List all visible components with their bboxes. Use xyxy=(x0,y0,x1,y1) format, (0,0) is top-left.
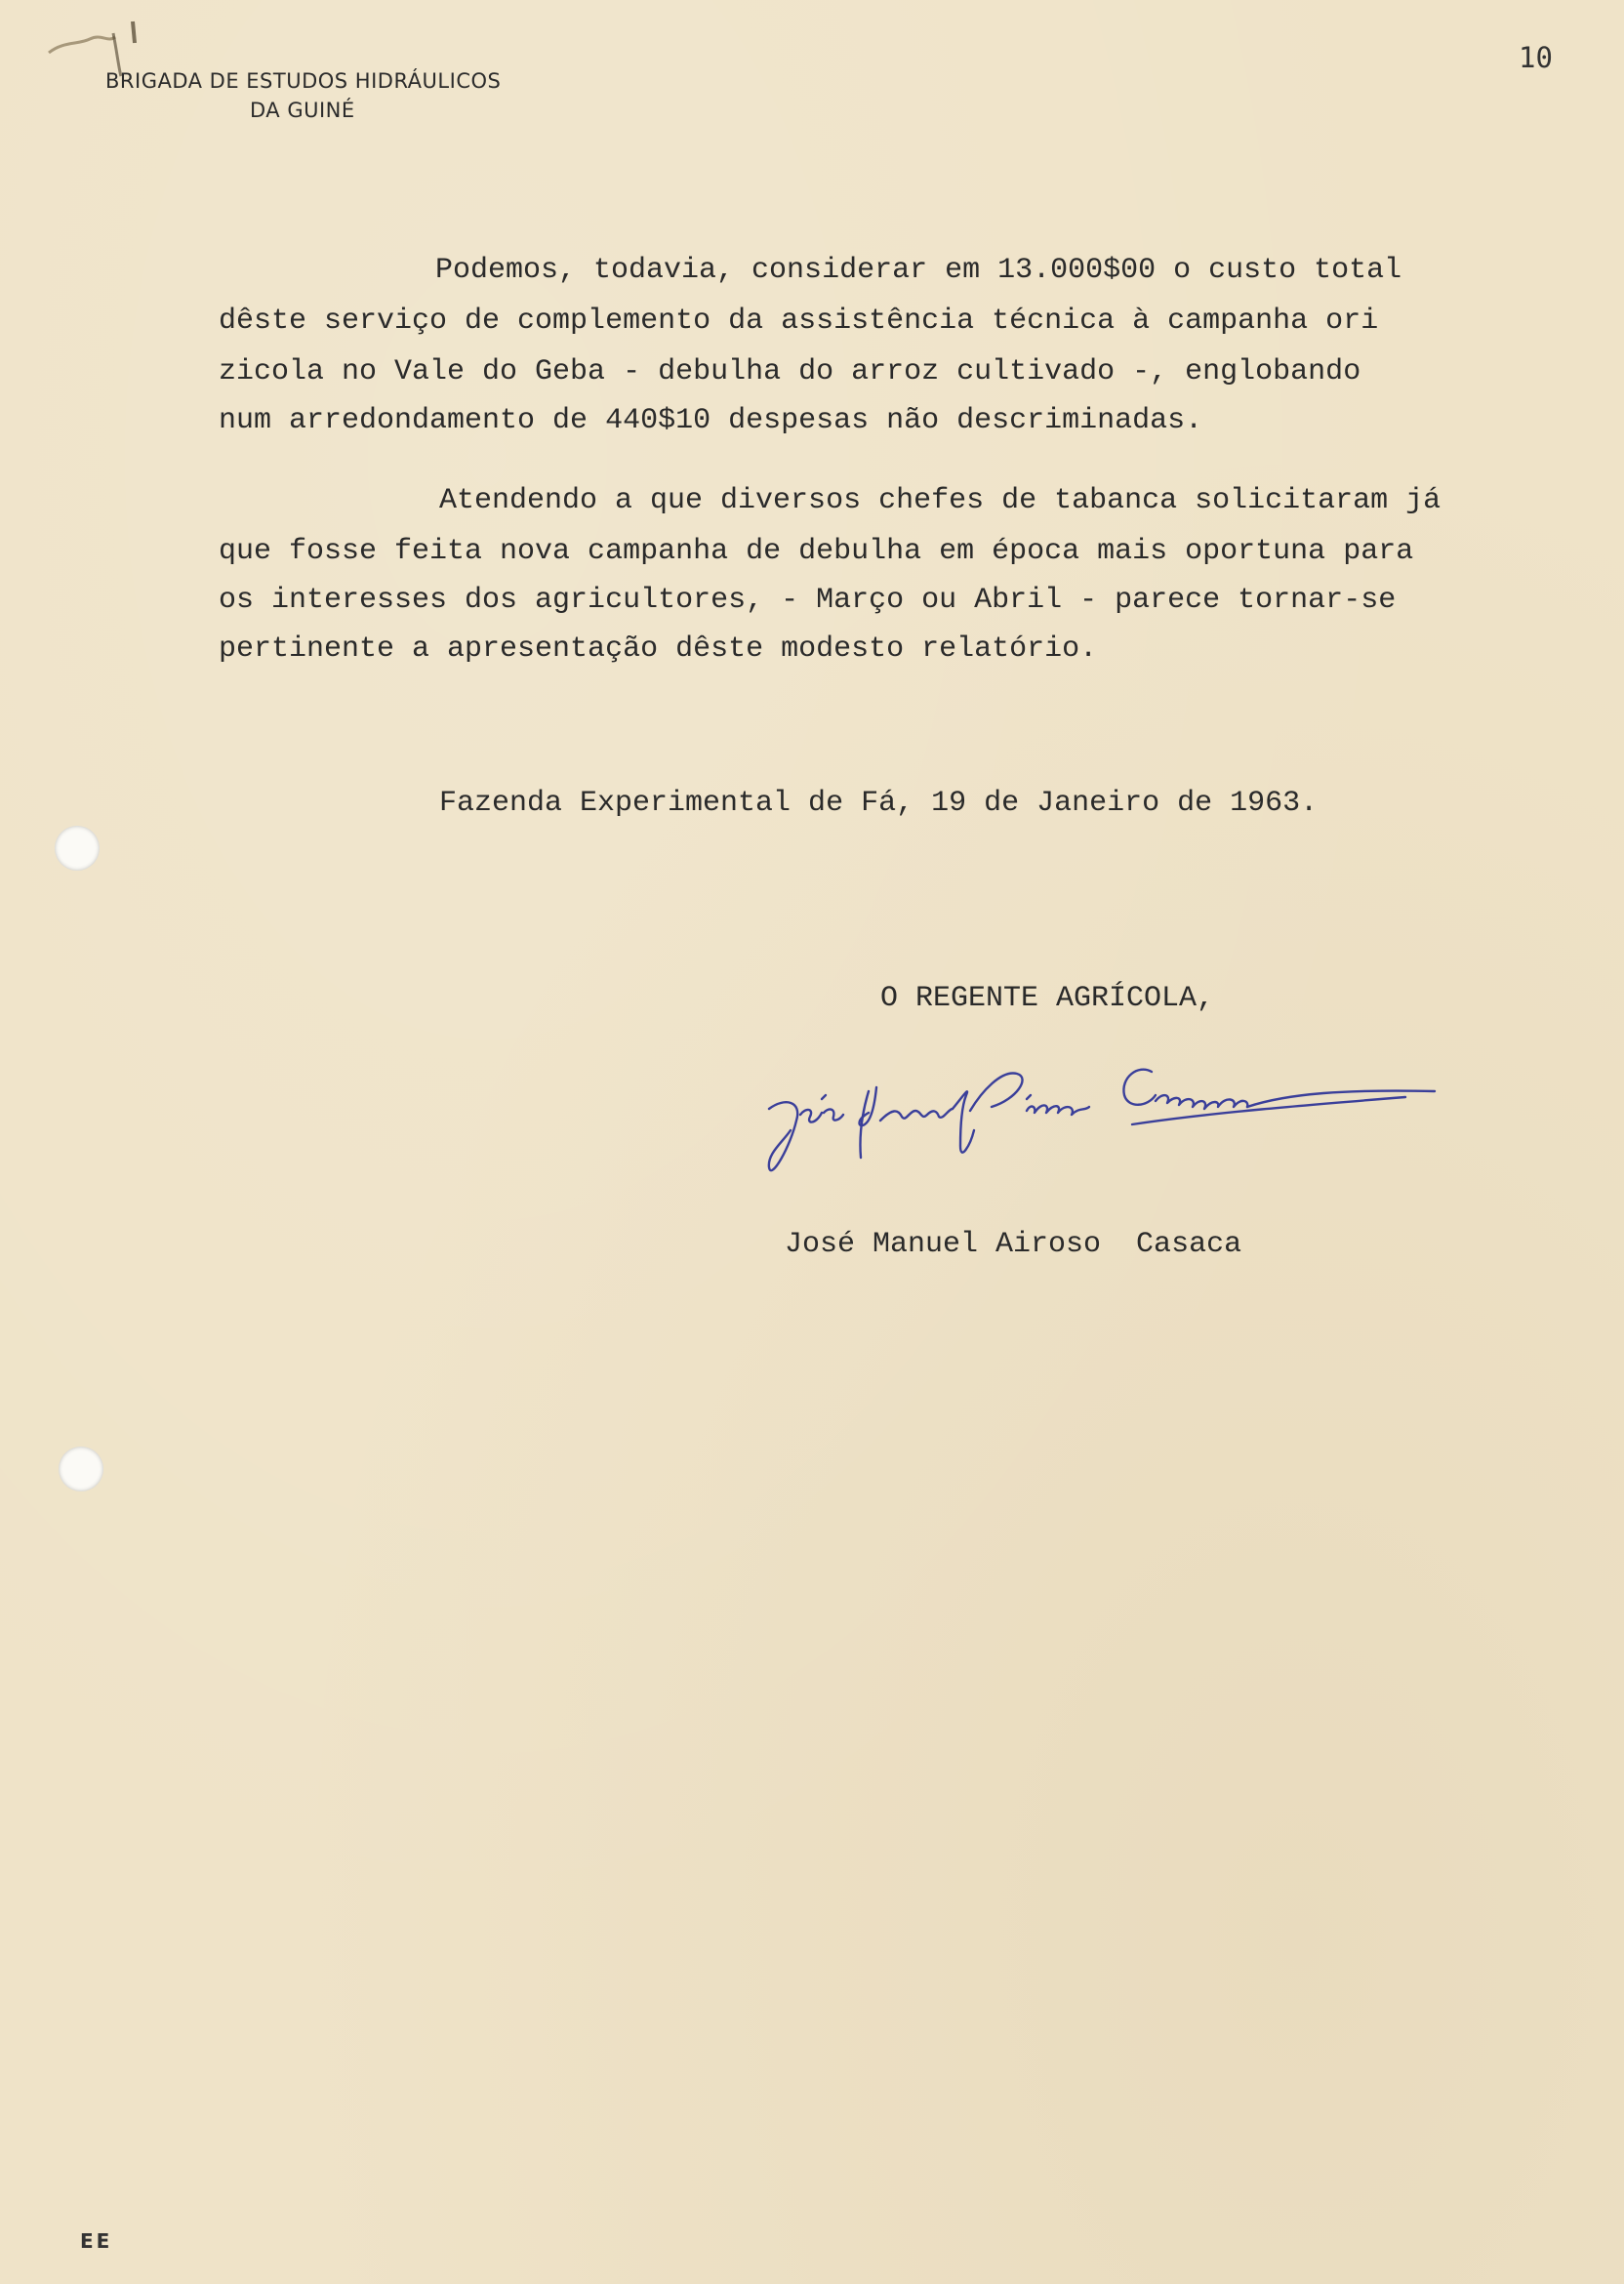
page-number: 10 xyxy=(1519,41,1553,74)
paragraph-2 xyxy=(219,486,1585,685)
paragraph-2-line-4: pertinente a apresentação dêste modesto relatório. xyxy=(219,632,1098,666)
letterhead-line-2: DA GUINÉ xyxy=(250,99,355,122)
signatory-name: José Manuel Airoso Casaca xyxy=(785,1228,1242,1261)
paragraph-1-line-3: zicola no Vale do Geba - debulha do arroz cultivado -, englobando xyxy=(219,355,1361,388)
paragraph-1-line-1: Podemos, todavia, considerar em 13.000$00 o custo total xyxy=(435,254,1402,287)
punch-hole-bottom xyxy=(59,1447,103,1491)
footer-mark: EE xyxy=(80,2229,113,2253)
paragraph-2-line-3: os interesses dos agricultores, - Março ou Abril - parece tornar-se xyxy=(219,584,1397,617)
place-date: Fazenda Experimental de Fá, 19 de Janeiro de 1963. xyxy=(439,787,1319,820)
punch-hole-top xyxy=(55,826,100,871)
letterhead xyxy=(105,66,501,125)
paragraph-1-line-2: dêste serviço de complemento da assistência técnica à campanha ori xyxy=(219,305,1379,338)
signatory-title: O REGENTE AGRÍCOLA, xyxy=(880,982,1215,1015)
paragraph-2-line-2: que fosse feita nova campanha de debulha em época mais oportuna para xyxy=(219,535,1414,568)
paragraph-1-line-4: num arredondamento de 440$10 despesas não descriminadas. xyxy=(219,404,1203,437)
letterhead-line-1: BRIGADA DE ESTUDOS HIDRÁULICOS xyxy=(105,69,502,93)
paragraph-1 xyxy=(219,256,1585,455)
handwritten-signature xyxy=(761,1052,1444,1189)
paragraph-2-line-1: Atendendo a que diversos chefes de tabanca solicitaram já xyxy=(439,484,1441,517)
